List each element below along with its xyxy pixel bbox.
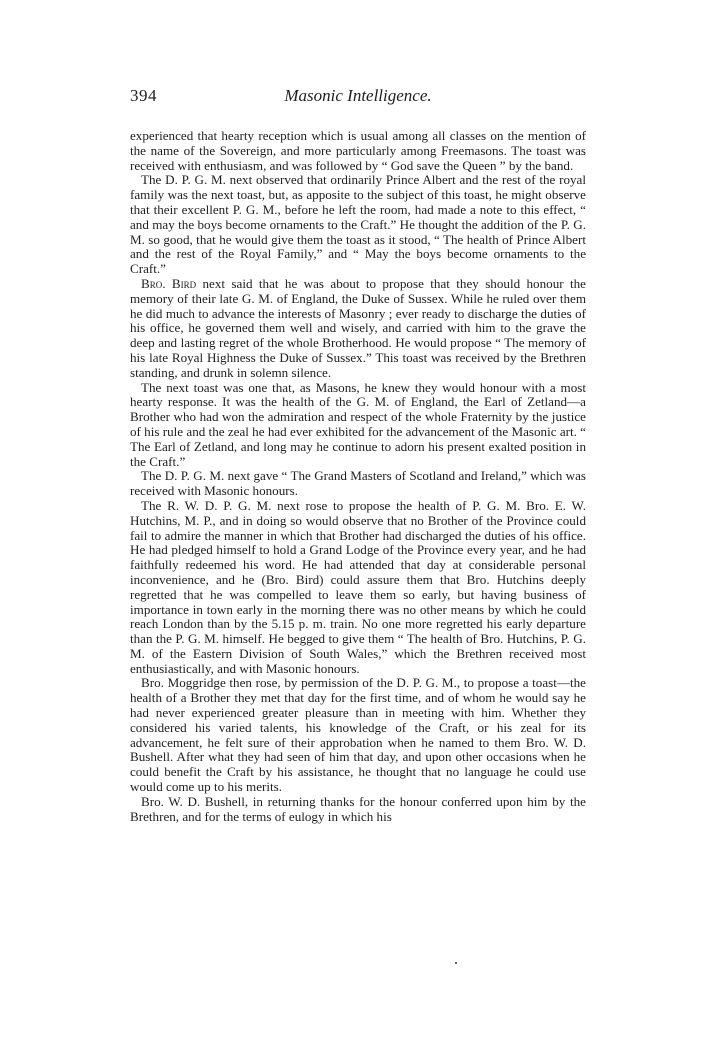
paragraph	[130, 469, 586, 499]
paragraph-text: The D. P. G. M. next observed that ordinarily Prince Albert and the rest of the royal family was the next toast, but, as apposite to the subject of this toast, he might observe that their excellent P. G. M., before he left the room, had made a note to this effect, “ and may the boys become ornaments to the Craft.” He thought the addition of the P. G. M. so good, that he would give them the toast as it stood, “ The health of Prince Albert and the rest of the Royal Family,” and “ May the boys become ornaments to the Craft.”	[130, 172, 586, 277]
paragraph-text: The next toast was one that, as Masons, he knew they would honour with a most hearty response. It was the health of the G. M. of England, the Earl of Zetland—a Brother who had won the admiration and respect of the whole Fraternity by the justice of his rule and the zeal he had ever exhibited for the advancement of the Masonic art. “ The Earl of Zetland, and long may he continue to adorn his present exalted position in the Craft.”	[130, 379, 586, 469]
speaker-name: Bro. Bird	[141, 275, 197, 291]
paragraph	[130, 499, 586, 677]
paragraph-text: Bro. W. D. Bushell, in returning thanks for the honour conferred upon him by the Brethren, and for the terms of eulogy in which his	[130, 793, 586, 824]
document-page	[130, 0, 586, 1047]
paragraph-text: next said that he was about to propose that they should honour the memory of their late G. M. of England, the Duke of Sussex. While he ruled over them he did much to advance the interests of Masonry ; ever ready to discharge the duties of his office, he governed them well and wisely, and carried with him to the grave the deep and lasting regret of the whole Brotherhood. He would propose “ The memory of his late Royal Highness the Duke of Sussex.” This toast was received by the Brethren standing, and drunk in solemn silence.	[130, 275, 586, 380]
printer-mark	[455, 962, 457, 964]
paragraph	[130, 277, 586, 381]
paragraph-text: experienced that hearty reception which is usual among all classes on the mention of the name of the Sovereign, and more particularly among Freemasons. The toast was received with enthusiasm, and was followed by “ God save the Queen ” by the band.	[130, 128, 586, 173]
paragraph-text: The D. P. G. M. next gave “ The Grand Masters of Scotland and Ireland,” which was received with Masonic honours.	[130, 468, 586, 499]
page-header	[130, 86, 586, 110]
running-title: Masonic Intelligence.	[284, 86, 432, 105]
paragraph	[130, 676, 586, 794]
paragraph	[130, 129, 586, 173]
page-number: 394	[130, 86, 157, 105]
paragraph	[130, 173, 586, 277]
paragraph-text: Bro. Moggridge then rose, by permission of the D. P. G. M., to propose a toast—the health of a Brother they met that day for the first time, and of whom he would say he had never experienced greater pleasure than in meeting with him. Whether they considered his varied talents, his knowledge of the Craft, or his zeal for its advancement, he felt sure of their approbation when he named to them Bro. W. D. Bushell. After what they had seen of him that day, and upon other occasions when he could benefit the Craft by his assistance, he thought that no language he could use would come up to his merits.	[130, 675, 586, 795]
body-text	[130, 129, 586, 824]
paragraph	[130, 795, 586, 825]
paragraph	[130, 381, 586, 470]
paragraph-text: The R. W. D. P. G. M. next rose to propose the health of P. G. M. Bro. E. W. Hutchins, M. P., and in doing so would observe that no Brother of the Province could fail to admire the manner in which that Brother had discharged the duties of his office. He had pledged himself to hold a Grand Lodge of the Province every year, and he had faithfully redeemed his word. He had attended that day at considerable personal inconvenience, and he (Bro. Bird) could assure them that Bro. Hutchins deeply regretted that he was compelled to leave them so early, but having business of importance in town early in the morning there was no other means by which he could reach London than by the 5.15 p. m. train. No one more regretted his early departure than the P. G. M. himself. He begged to give them “ The health of Bro. Hutchins, P. G. M. of the Eastern Division of South Wales,” which the Brethren received most enthusiastically, and with Masonic honours.	[130, 497, 586, 676]
